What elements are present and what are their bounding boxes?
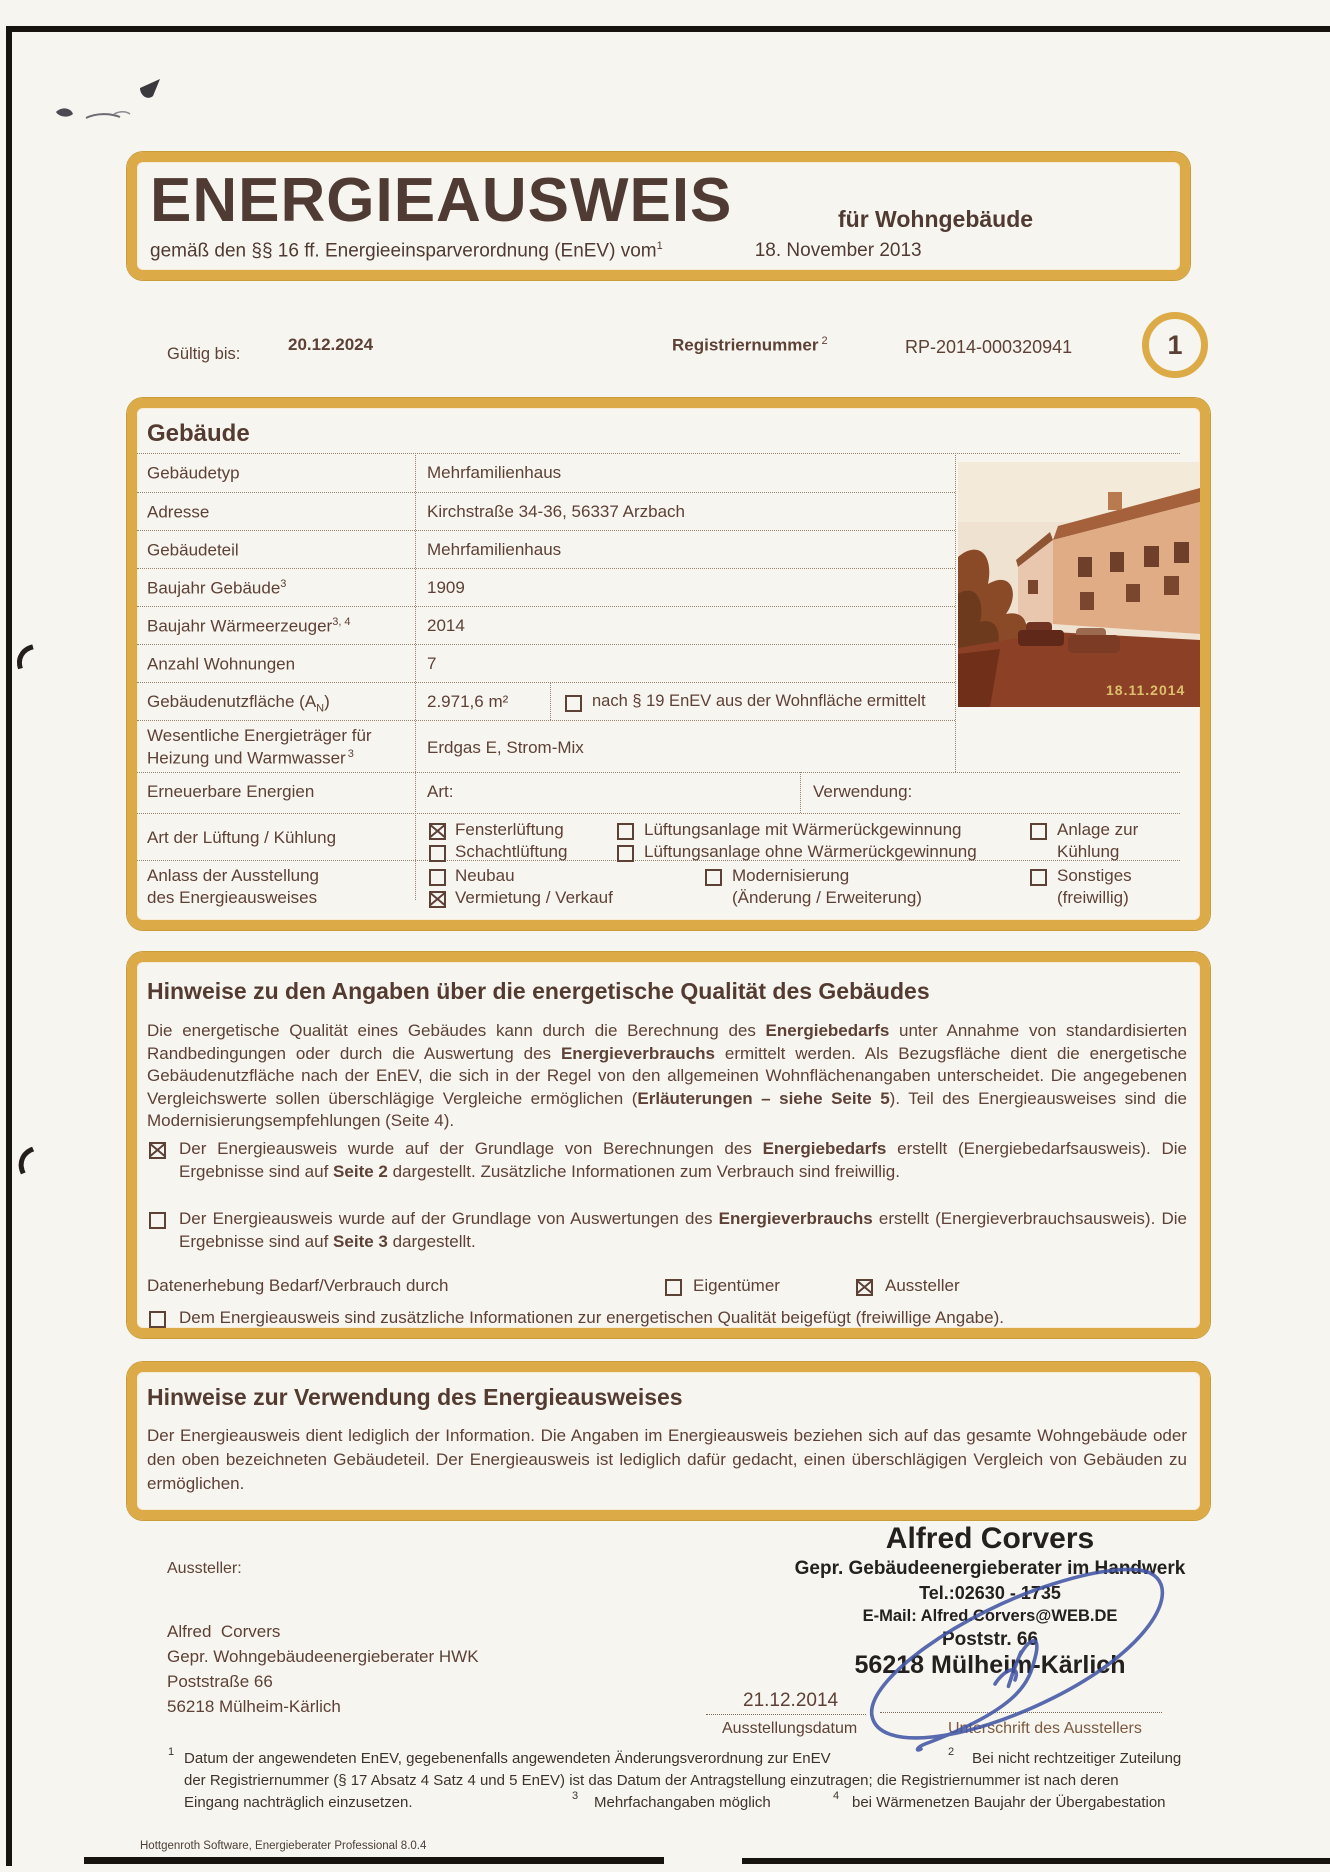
registration-number-label: Registriernummer $^2$ (672, 335, 828, 355)
verbrauchsausweis-text: Der Energieausweis wurde auf der Grundlage von Auswertungen des Energieverbrauchs erstellt (Energieverbrauchsausweis). Die Ergebnisse sind auf Seite 3 dargestellt. (179, 1209, 1187, 1251)
occasion-option-label-line2: (Änderung / Erweiterung) (732, 888, 922, 907)
floor-area-option-label: nach § 19 EnEV aus der Wohnfläche ermittelt (592, 692, 926, 710)
row-label: Gebäudetyp (147, 463, 240, 483)
document-title: ENERGIEAUSWEIS (150, 166, 733, 235)
ventilation-checkbox-kuehlung[interactable] (1030, 823, 1047, 840)
renewables-use-label: Verwendung: (813, 782, 913, 801)
data-collection-option-label: Aussteller (885, 1276, 960, 1295)
ventilation-option-label: Lüftungsanlage ohne Wärmerückgewinnung (644, 842, 977, 861)
label-column-divider (415, 453, 416, 900)
occasion-label: Anlass der Ausstellung (147, 866, 319, 885)
usage-notes-title: Hinweise zur Verwendung des Energieausweises (147, 1384, 683, 1410)
law-footnote-marker: 1 (656, 240, 663, 252)
signature-label: Unterschrift des Ausstellers (948, 1720, 1142, 1737)
law-reference-line (150, 240, 922, 262)
energy-carriers-label-line2: Heizung und Warmwasser $^3$ (147, 748, 354, 768)
row-value: Mehrfamilienhaus (427, 540, 562, 559)
building-photo (958, 462, 1200, 707)
footnote-4-text: bei Wärmenetzen Baujahr der Übergabestation (852, 1794, 1166, 1811)
row-label: Baujahr Gebäude$^3$ (147, 578, 287, 598)
issuer-line: Gepr. Wohngebäudeenergieberater HWK (167, 1647, 479, 1666)
ventilation-option-label: Schachtlüftung (455, 842, 568, 861)
software-credit: Hottgenroth Software, Energieberater Professional 8.0.4 (140, 1840, 427, 1852)
floor-area-value: 2.971,6 m² (427, 692, 509, 711)
ventilation-option-label-line2: Kühlung (1057, 842, 1120, 861)
renewables-art-label: Art: (427, 782, 454, 801)
floor-area-label: Gebäudenutzfläche $(A_N)$ (147, 692, 330, 715)
margin-mark-lower (12, 1137, 79, 1198)
stamp-email: E-Mail: Alfred.Corvers@WEB.DE (862, 1607, 1118, 1625)
data-collection-checkbox-aussteller[interactable] (856, 1279, 873, 1296)
ventilation-checkbox-anlage-ohne-wrg[interactable] (617, 845, 634, 862)
bedarfsausweis-text: Der Energieausweis wurde auf der Grundlage von Berechnungen des Energiebedarfs erstellt (Energiebedarfsausweis). Die Ergebnisse sind auf Seite 2 dargestellt. Zusätzliche Informationen zum Verbrauch sind freiwillig. (179, 1139, 1187, 1181)
row-label: Anzahl Wohnungen (147, 654, 296, 674)
occasion-option-label-line2: (freiwillig) (1057, 888, 1129, 907)
floor-area-checkbox[interactable] (565, 695, 582, 712)
issuer-line: Poststraße 66 (167, 1672, 273, 1691)
footnote-3-marker: 3 (572, 1790, 579, 1802)
ventilation-checkbox-schachtlueftung[interactable] (429, 845, 446, 862)
page-number: 1 (1167, 330, 1183, 360)
stamp-city: 56218 Mülheim-Kärlich (854, 1651, 1126, 1679)
extra-info-text: Dem Energieausweis sind zusätzliche Informationen zur energetischen Qualität beigefügt (freiwillige Angabe). (179, 1308, 1004, 1327)
quality-notes-frame (127, 952, 1210, 1338)
occasion-option-label: Sonstiges (1057, 866, 1132, 885)
renewables-label: Erneuerbare Energien (147, 782, 315, 801)
building-section-title: Gebäude (147, 420, 250, 447)
quality-notes-paragraph: Die energetische Qualität eines Gebäudes kann durch die Berechnung des Energiebedarfs unter Annahme von standardisierten Randbedingungen oder durch die Auswertung des Energieverbrauchs ermittelt werden. Als Bezugsfläche dient die energetische Gebäudenutzfläche nach der EnEV, die sich in der Regel von den allgemeinen Wohnflächenangaben unterscheidet. Die angegebenen Vergleichswerte sollen überschlägige Vergleiche ermöglichen (Erläuterungen – siehe Seite 5). Teil des Energieausweises sind die Modernisierungsempfehlungen (Seite 4). (147, 1021, 1187, 1130)
row-label: Adresse (147, 502, 210, 522)
data-collection-option-label: Eigentümer (693, 1276, 780, 1295)
scan-edge-bottom-right (742, 1858, 1330, 1864)
law-reference-text: gemäß den §§ 16 ff. Energieeinsparverordnung (EnEV) vom (150, 240, 657, 262)
footnote-2-text-line1: Bei nicht rechtzeitiger Zuteilung (972, 1750, 1182, 1767)
pen-marks (48, 74, 188, 126)
usage-notes-paragraph: Der Energieausweis dient lediglich der Information. Die Angaben im Energieausweis beziehen sich auf das gesamte Wohngebäude oder den oben bezeichneten Gebäudeteil. Der Energieausweis ist lediglich dafür gedacht, einen überschlägigen Vergleich von Gebäuden zu ermöglichen. (147, 1426, 1187, 1493)
ventilation-option-label: Lüftungsanlage mit Wärmerückgewinnung (644, 820, 962, 839)
data-collection-label: Datenerhebung Bedarf/Verbrauch durch (147, 1276, 449, 1295)
footnote-2-text-line2: der Registriernummer (§ 17 Absatz 4 Satz 4 und 5 EnEV) ist das Datum der Antragstellung einzutragen; die Registriernummer ist nach deren (184, 1772, 1119, 1789)
issuer-label: Aussteller: (167, 1560, 242, 1577)
ventilation-label: Art der Lüftung / Kühlung (147, 828, 337, 847)
signature (845, 1556, 1185, 1766)
occasion-option-label: Modernisierung (732, 866, 850, 885)
valid-until-value: 20.12.2024 (288, 335, 374, 354)
stamp-tel: Tel.:02630 - 1735 (919, 1583, 1061, 1603)
issue-date-line (706, 1714, 866, 1715)
verbrauchsausweis-checkbox[interactable] (149, 1212, 166, 1229)
row-value: 1909 (427, 578, 465, 597)
row-label: Gebäudeteil (147, 540, 239, 560)
issue-date-value: 21.12.2014 (743, 1690, 839, 1711)
issuer-line: Alfred Corvers (167, 1622, 281, 1641)
registration-number-value: RP-2014-000320941 (905, 337, 1073, 357)
ventilation-checkbox-anlage-mit-wrg[interactable] (617, 823, 634, 840)
scan-edge-bottom-left (84, 1857, 664, 1864)
data-collection-checkbox-eigentuemer[interactable] (665, 1279, 682, 1296)
law-date: 18. November 2013 (754, 240, 922, 262)
row-label: Baujahr Wärmeerzeuger$^{3, 4}$ (147, 616, 351, 636)
valid-until-label: Gültig bis: (167, 345, 241, 363)
row-value: 2014 (427, 616, 465, 635)
footnote-1-marker: 1 (168, 1746, 175, 1758)
energy-carriers-label: Wesentliche Energieträger für (147, 726, 372, 745)
footnote-2-text-line3: Eingang nachträglich einzusetzen. (184, 1794, 413, 1811)
bedarfsausweis-checkbox[interactable] (149, 1142, 166, 1159)
photo-column-divider (955, 453, 956, 772)
building-frame (127, 398, 1210, 930)
occasion-checkbox-vermietung[interactable] (429, 891, 446, 908)
document-title-suffix: für Wohngebäude (838, 206, 1034, 232)
stamp-role: Gepr. Gebäudeenergieberater im Handwerk (794, 1558, 1186, 1579)
occasion-option-label: Vermietung / Verkauf (455, 888, 613, 907)
occasion-checkbox-neubau[interactable] (429, 869, 446, 886)
footnote-4-marker: 4 (833, 1790, 840, 1802)
row-value: Mehrfamilienhaus (427, 463, 562, 482)
scan-edge-left (6, 26, 12, 1866)
ventilation-checkbox-fensterlueftung[interactable] (429, 823, 446, 840)
margin-mark-upper (9, 635, 73, 696)
energy-carriers-value: Erdgas E, Strom-Mix (427, 738, 584, 757)
registration-footnote-marker: 2 (821, 335, 828, 347)
occasion-checkbox-modernisierung[interactable] (705, 869, 722, 886)
issuer-line: 56218 Mülheim-Kärlich (167, 1697, 341, 1716)
usage-notes-frame (127, 1362, 1210, 1520)
ventilation-option-label: Anlage zur (1057, 820, 1139, 839)
stamp-street: Poststr. 66 (941, 1629, 1039, 1650)
page-number-badge (1142, 312, 1208, 378)
footnote-1-text: Datum der angewendeten EnEV, gegebenenfalls angewendeten Änderungsverordnung zur EnEV (184, 1750, 831, 1767)
extra-info-checkbox[interactable] (149, 1311, 166, 1328)
row-value: 7 (427, 654, 437, 673)
issue-date-label: Ausstellungsdatum (722, 1720, 858, 1737)
footnote-3-text: Mehrfachangaben möglich (594, 1794, 771, 1811)
photo-date-stamp: 18.11.2014 (1106, 682, 1186, 698)
quality-notes-title: Hinweise zu den Angaben über die energetische Qualität des Gebäudes (147, 978, 930, 1004)
row-value: Kirchstraße 34-36, 56337 Arzbach (427, 502, 685, 521)
stamp-name: Alfred Corvers (885, 1522, 1095, 1555)
occasion-label-line2: des Energieausweises (147, 888, 318, 907)
occasion-checkbox-sonstiges[interactable] (1030, 869, 1047, 886)
footnote-2-marker: 2 (948, 1746, 955, 1758)
ventilation-option-label: Fensterlüftung (455, 820, 564, 839)
scan-edge-top (6, 26, 1330, 32)
occasion-option-label: Neubau (455, 866, 515, 885)
